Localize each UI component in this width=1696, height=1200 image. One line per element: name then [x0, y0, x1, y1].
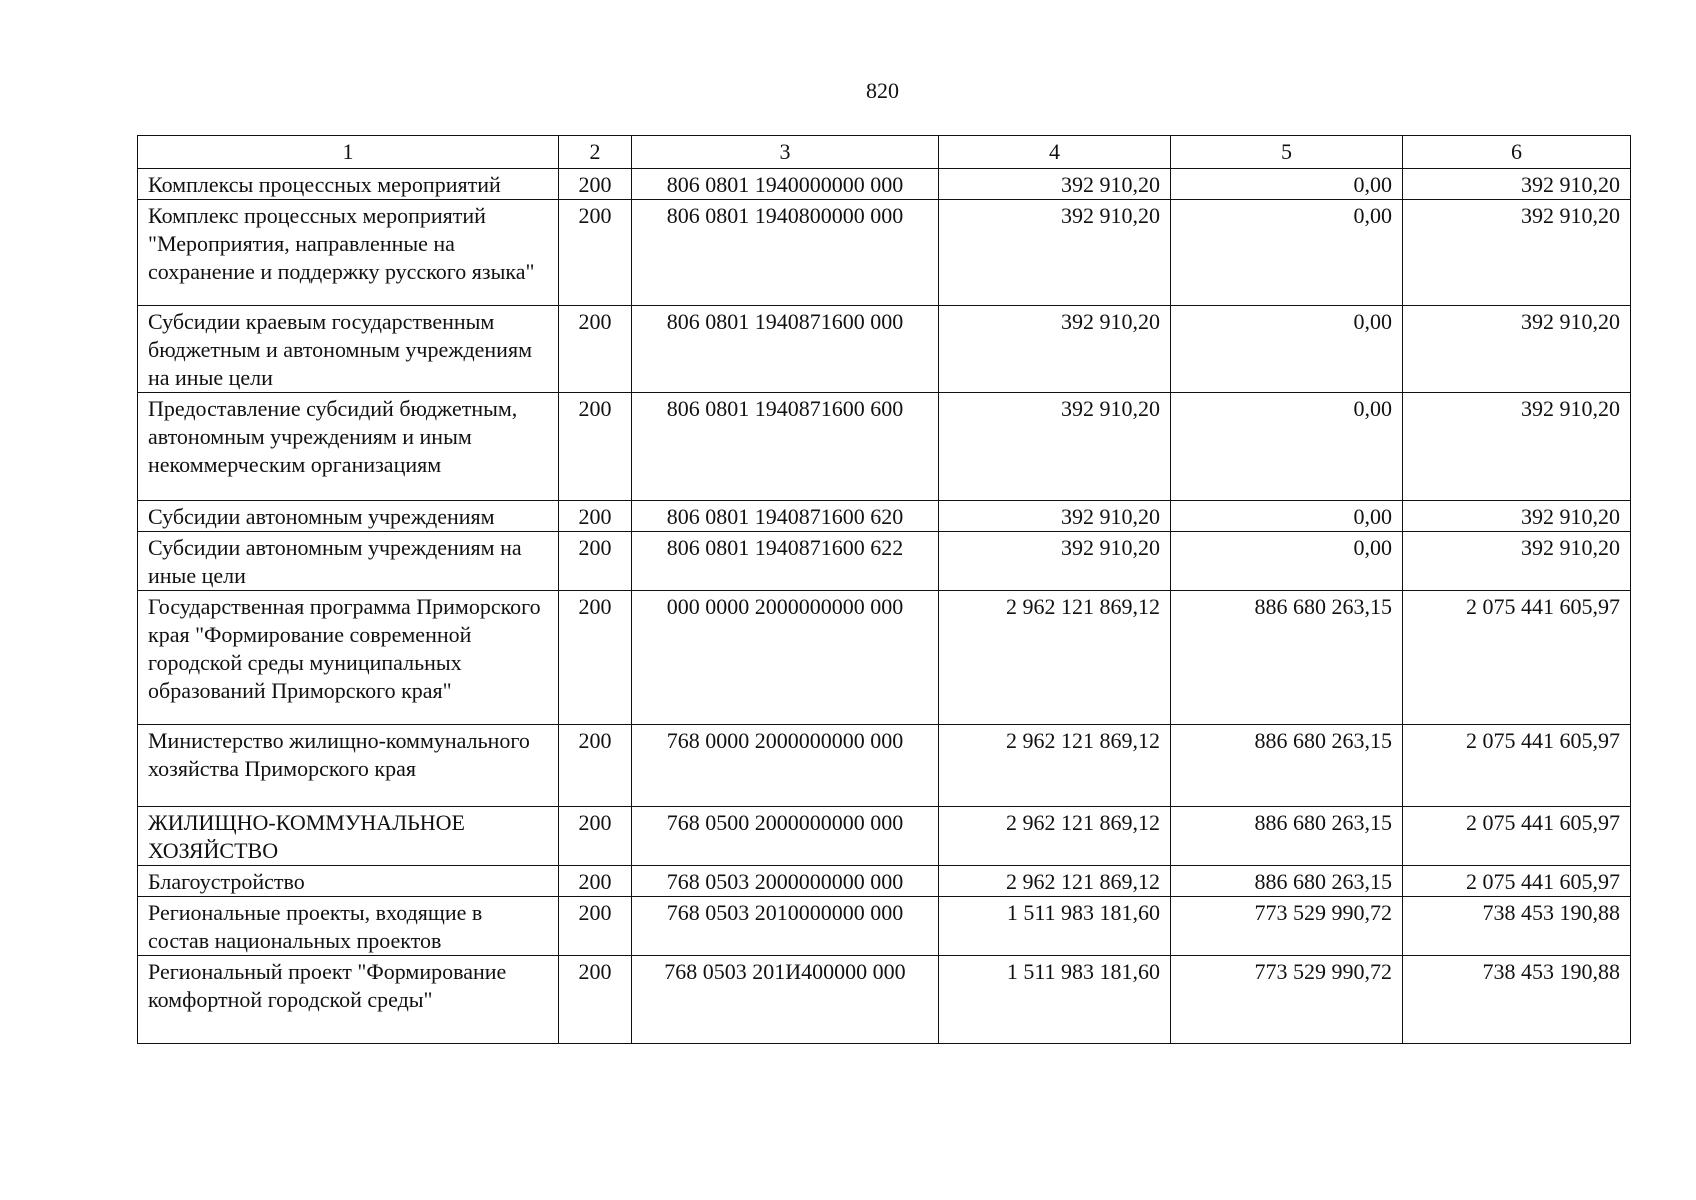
row-value-col5-cell: 886 680 263,15 [1171, 591, 1403, 725]
row-value-col6-cell: 392 910,20 [1403, 169, 1631, 200]
row-section-cell: 200 [559, 807, 632, 866]
row-code-cell: 000 0000 2000000000 000 [632, 591, 939, 725]
row-value-col6-cell: 738 453 190,88 [1403, 897, 1631, 956]
row-name-cell: Министерство жилищно-коммунального хозяйства Приморского края [138, 725, 559, 807]
row-code-cell: 768 0503 201И400000 000 [632, 956, 939, 1044]
table-row [138, 532, 1631, 591]
table-row [138, 866, 1631, 897]
row-section-cell: 200 [559, 956, 632, 1044]
table-row [138, 897, 1631, 956]
row-section-cell: 200 [559, 725, 632, 807]
row-section-cell: 200 [559, 897, 632, 956]
row-value-col4-cell: 392 910,20 [939, 306, 1171, 393]
column-header: 1 [138, 136, 559, 169]
row-name-cell: Предоставление субсидий бюджетным, автономным учреждениям и иным некоммерческим организациям [138, 393, 559, 501]
row-value-col4-cell: 392 910,20 [939, 200, 1171, 306]
row-value-col6-cell: 2 075 441 605,97 [1403, 807, 1631, 866]
row-value-col5-cell: 773 529 990,72 [1171, 956, 1403, 1044]
row-value-col4-cell: 2 962 121 869,12 [939, 725, 1171, 807]
row-name-cell: Государственная программа Приморского края "Формирование современной городской среды муниципальных образований Приморского края" [138, 591, 559, 725]
row-value-col6-cell: 392 910,20 [1403, 501, 1631, 532]
table-row [138, 501, 1631, 532]
row-value-col6-cell: 738 453 190,88 [1403, 956, 1631, 1044]
row-value-col6-cell: 2 075 441 605,97 [1403, 866, 1631, 897]
row-value-col6-cell: 392 910,20 [1403, 200, 1631, 306]
row-value-col5-cell: 0,00 [1171, 306, 1403, 393]
row-value-col5-cell: 886 680 263,15 [1171, 807, 1403, 866]
row-code-cell: 806 0801 1940871600 622 [632, 532, 939, 591]
row-value-col6-cell: 2 075 441 605,97 [1403, 591, 1631, 725]
table-row [138, 591, 1631, 725]
row-section-cell: 200 [559, 501, 632, 532]
table-row [138, 807, 1631, 866]
row-name-cell: Субсидии краевым государственным бюджетным и автономным учреждениям на иные цели [138, 306, 559, 393]
row-value-col5-cell: 0,00 [1171, 200, 1403, 306]
row-value-col6-cell: 392 910,20 [1403, 532, 1631, 591]
row-code-cell: 806 0801 1940871600 000 [632, 306, 939, 393]
table-row [138, 956, 1631, 1044]
row-value-col5-cell: 0,00 [1171, 393, 1403, 501]
table-row [138, 306, 1631, 393]
column-header: 5 [1171, 136, 1403, 169]
row-code-cell: 806 0801 1940871600 620 [632, 501, 939, 532]
row-section-cell: 200 [559, 866, 632, 897]
row-name-cell: ЖИЛИЩНО-КОММУНАЛЬНОЕ ХОЗЯЙСТВО [138, 807, 559, 866]
row-value-col5-cell: 773 529 990,72 [1171, 897, 1403, 956]
row-value-col4-cell: 392 910,20 [939, 532, 1171, 591]
table-row [138, 169, 1631, 200]
row-section-cell: 200 [559, 532, 632, 591]
row-value-col4-cell: 1 511 983 181,60 [939, 956, 1171, 1044]
row-value-col6-cell: 392 910,20 [1403, 306, 1631, 393]
row-value-col6-cell: 2 075 441 605,97 [1403, 725, 1631, 807]
row-section-cell: 200 [559, 200, 632, 306]
row-value-col5-cell: 0,00 [1171, 532, 1403, 591]
row-code-cell: 806 0801 1940800000 000 [632, 200, 939, 306]
row-value-col5-cell: 0,00 [1171, 169, 1403, 200]
row-value-col5-cell: 0,00 [1171, 501, 1403, 532]
row-name-cell: Региональные проекты, входящие в состав национальных проектов [138, 897, 559, 956]
row-section-cell: 200 [559, 393, 632, 501]
row-value-col5-cell: 886 680 263,15 [1171, 725, 1403, 807]
row-code-cell: 768 0503 2010000000 000 [632, 897, 939, 956]
row-value-col4-cell: 392 910,20 [939, 501, 1171, 532]
row-value-col4-cell: 2 962 121 869,12 [939, 807, 1171, 866]
row-name-cell: Комплексы процессных мероприятий [138, 169, 559, 200]
table-row [138, 725, 1631, 807]
row-value-col4-cell: 392 910,20 [939, 393, 1171, 501]
row-name-cell: Благоустройство [138, 866, 559, 897]
row-name-cell: Субсидии автономным учреждениям [138, 501, 559, 532]
row-code-cell: 768 0500 2000000000 000 [632, 807, 939, 866]
column-header: 3 [632, 136, 939, 169]
row-section-cell: 200 [559, 306, 632, 393]
row-section-cell: 200 [559, 591, 632, 725]
table-row [138, 393, 1631, 501]
row-value-col5-cell: 886 680 263,15 [1171, 866, 1403, 897]
row-value-col4-cell: 392 910,20 [939, 169, 1171, 200]
row-code-cell: 768 0000 2000000000 000 [632, 725, 939, 807]
row-value-col4-cell: 1 511 983 181,60 [939, 897, 1171, 956]
row-section-cell: 200 [559, 169, 632, 200]
row-name-cell: Комплекс процессных мероприятий "Мероприятия, направленные на сохранение и поддержку русского языка" [138, 200, 559, 306]
row-name-cell: Субсидии автономным учреждениям на иные цели [138, 532, 559, 591]
budget-table [137, 135, 1631, 1044]
row-code-cell: 806 0801 1940000000 000 [632, 169, 939, 200]
row-value-col6-cell: 392 910,20 [1403, 393, 1631, 501]
row-name-cell: Региональный проект "Формирование комфортной городской среды" [138, 956, 559, 1044]
header-row [138, 136, 1631, 169]
row-code-cell: 806 0801 1940871600 600 [632, 393, 939, 501]
column-header: 4 [939, 136, 1171, 169]
column-header: 2 [559, 136, 632, 169]
table-row [138, 200, 1631, 306]
row-value-col4-cell: 2 962 121 869,12 [939, 866, 1171, 897]
column-header: 6 [1403, 136, 1631, 169]
page-number: 820 [866, 78, 899, 103]
row-value-col4-cell: 2 962 121 869,12 [939, 591, 1171, 725]
row-code-cell: 768 0503 2000000000 000 [632, 866, 939, 897]
